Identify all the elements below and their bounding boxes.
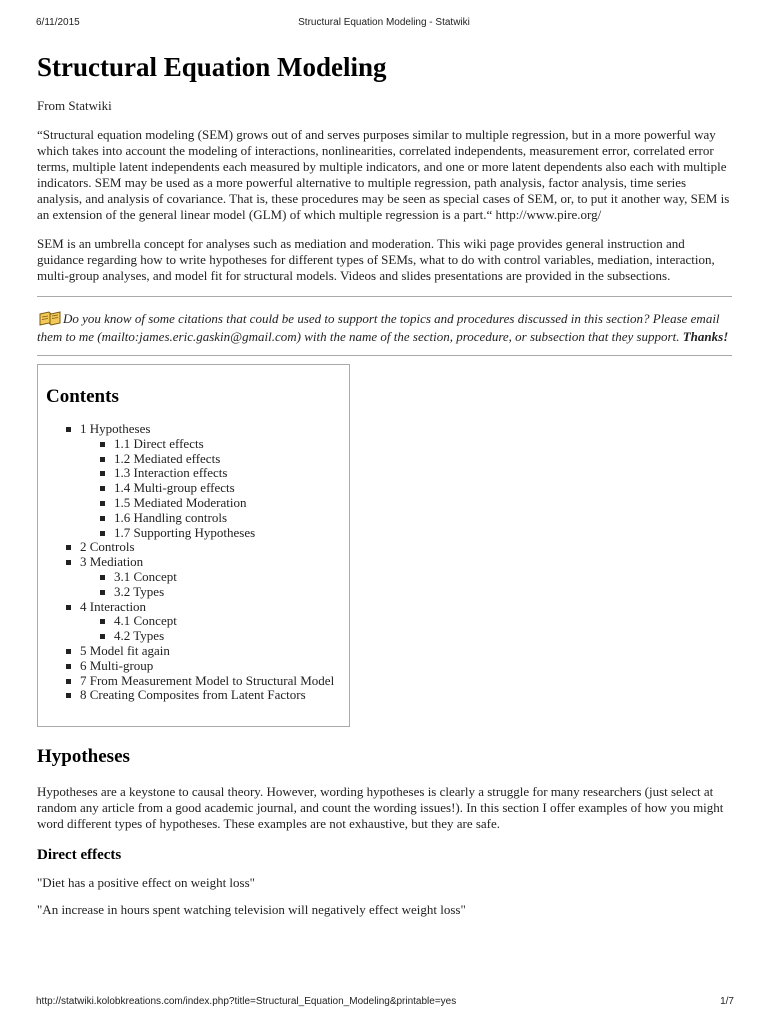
subsection-heading-direct-effects: Direct effects (37, 847, 122, 863)
intro-paragraph-1: “Structural equation modeling (SEM) grows out of and serves purposes similar to multiple regression, but in a more powerful way which takes into account the modeling of interactions, nonlinearities, correlated independents, measurement error, correlated error terms, multiple latent independents each measured by multiple indicators, and one or more latent dependents also each with multiple indicators. SEM may be used as a more powerful alternative to multiple regression, path analysis, factor analysis, time series analysis, and analysis of covariance. That is, these procedures may be seen as special cases of SEM, or, to put it another way, SEM is an extension of the general linear model (GLM) of which multiple regression is a part.“ http://www.pire.org/ (37, 127, 730, 222)
page-title: Structural Equation Modeling (37, 52, 387, 82)
table-of-contents (37, 364, 350, 727)
toc-item[interactable]: 8 Creating Composites from Latent Factors (46, 688, 349, 703)
section-heading-hypotheses: Hypotheses (37, 746, 130, 767)
toc-item[interactable]: 3 Mediation (46, 555, 349, 570)
toc-item[interactable]: 3.1 Concept (46, 570, 349, 585)
toc-item[interactable]: 1.2 Mediated effects (46, 452, 349, 467)
toc-item[interactable]: 1.3 Interaction effects (46, 466, 349, 481)
article (37, 50, 732, 918)
toc-item[interactable]: 1.7 Supporting Hypotheses (46, 526, 349, 541)
toc-item[interactable]: 1.6 Handling controls (46, 511, 349, 526)
toc-title: Contents (46, 386, 119, 407)
hypotheses-paragraph: Hypotheses are a keystone to causal theory. However, wording hypotheses is clearly a struggle for many researchers (just select at random any article from a good academic journal, and count the wording issues!). In this section I offer examples of how you might word different types of hypotheses. These examples are not exhaustive, but they are safe. (37, 784, 724, 831)
print-date: 6/11/2015 (36, 17, 80, 28)
note-text: Do you know of some citations that could be used to support the topics and procedures discussed in this section? Please email them to me (mailto:james.eric.gaskin@gmail.com) with the name of the section, procedure, or subsection that they support. (37, 311, 720, 344)
toc-item[interactable]: 1.4 Multi-group effects (46, 481, 349, 496)
toc-item[interactable]: 4.2 Types (46, 629, 349, 644)
print-page-title: Structural Equation Modeling - Statwiki (298, 17, 470, 28)
toc-item[interactable]: 1.1 Direct effects (46, 437, 349, 452)
intro-paragraph-2: SEM is an umbrella concept for analyses such as mediation and moderation. This wiki page provides general instruction and guidance regarding how to write hypotheses for different types of SEMs, what to do with control variables, mediation, interaction, multi-group analyses, and model fit for structural models. Videos and slides presentations are provided in the subsections. (37, 236, 715, 283)
example-hypothesis: "An increase in hours spent watching television will negatively effect weight loss" (37, 902, 466, 917)
book-icon (39, 311, 61, 326)
print-url: http://statwiki.kolobkreations.com/index.php?title=Structural_Equation_Modeling&printable=yes (36, 996, 457, 1007)
toc-list (46, 422, 349, 703)
toc-item[interactable]: 6 Multi-group (46, 659, 349, 674)
print-header (0, 17, 768, 31)
divider (37, 355, 732, 356)
citation-request-note (37, 310, 732, 346)
toc-item[interactable]: 1 Hypotheses (46, 422, 349, 437)
site-sub: From Statwiki (37, 98, 112, 113)
print-footer (0, 996, 768, 1010)
toc-item[interactable]: 1.5 Mediated Moderation (46, 496, 349, 511)
print-page-number: 1/7 (720, 996, 734, 1007)
toc-item[interactable]: 4.1 Concept (46, 614, 349, 629)
note-thanks: Thanks! (682, 329, 729, 344)
toc-item[interactable]: 4 Interaction (46, 600, 349, 615)
example-hypothesis: "Diet has a positive effect on weight loss" (37, 875, 255, 890)
divider (37, 296, 732, 297)
toc-item[interactable]: 3.2 Types (46, 585, 349, 600)
toc-item[interactable]: 5 Model fit again (46, 644, 349, 659)
toc-item[interactable]: 7 From Measurement Model to Structural Model (46, 674, 349, 689)
toc-item[interactable]: 2 Controls (46, 540, 349, 555)
